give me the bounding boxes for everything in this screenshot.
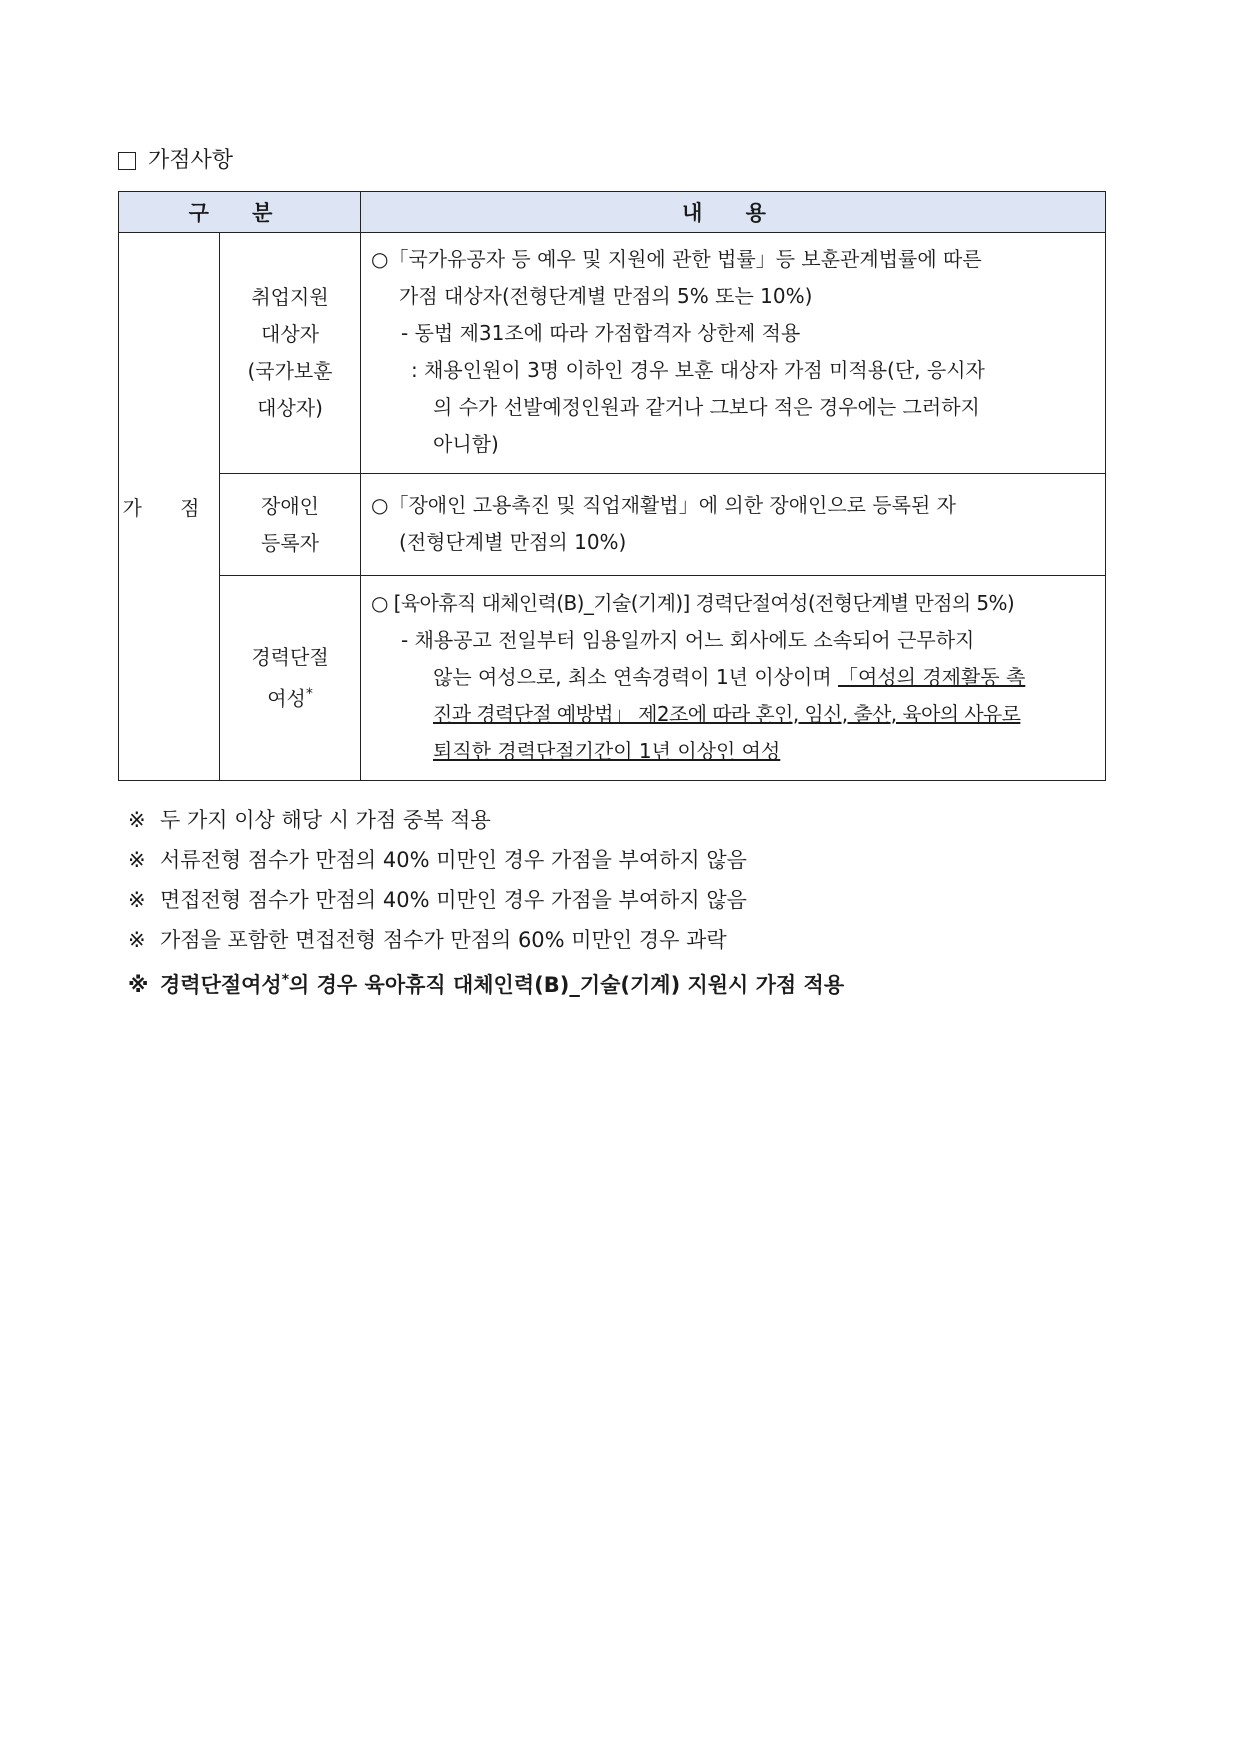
note-item bbox=[128, 800, 844, 840]
note-text: 두 가지 이상 해당 시 가점 중복 적용 bbox=[160, 808, 491, 832]
table-row bbox=[119, 576, 1106, 781]
row-content bbox=[361, 576, 1106, 781]
notes bbox=[128, 800, 844, 1005]
group-label: 가 점 bbox=[119, 233, 220, 781]
reference-mark: ※ bbox=[128, 973, 149, 997]
asterisk-mark: * bbox=[305, 685, 313, 702]
checkbox-icon bbox=[118, 152, 136, 170]
row-content bbox=[361, 474, 1106, 576]
table-header-row bbox=[119, 192, 1106, 233]
bonus-points-table bbox=[118, 191, 1106, 781]
note-text: 서류전형 점수가 만점의 40% 미만인 경우 가점을 부여하지 않음 bbox=[160, 848, 747, 872]
row-label-line: (국가보훈 bbox=[247, 359, 333, 383]
content-line: : 채용인원이 3명 이하인 경우 보훈 대상자 가점 미적용(단, 응시자 bbox=[411, 358, 985, 382]
content-line bbox=[371, 659, 1095, 696]
content-line: ○「장애인 고용촉진 및 직업재활법」에 의한 장애인으로 등록된 자 bbox=[371, 492, 956, 517]
content-line: ○ [육아휴직 대체인력(B)_기술(기계)] 경력단절여성(전형단계별 만점의 5%) bbox=[371, 590, 1015, 615]
underlined-line: 진과 경력단절 예방법」 제2조에 따라 혼인, 임신, 출산, 육아의 사유로 bbox=[433, 701, 1021, 726]
asterisk-mark: * bbox=[281, 972, 290, 988]
row-label-text: 여성 bbox=[267, 686, 306, 711]
row-label-line: 취업지원 bbox=[251, 285, 329, 309]
section-title-text: 가점사항 bbox=[148, 148, 234, 173]
row-label-line bbox=[220, 676, 360, 718]
reference-mark: ※ bbox=[128, 928, 146, 952]
row-label bbox=[220, 474, 361, 576]
content-line: (전형단계별 만점의 10%) bbox=[399, 529, 627, 554]
content-line: 의 수가 선발예정인원과 같거나 그보다 적은 경우에는 그러하지 bbox=[433, 395, 980, 419]
row-label-line: 장애인 bbox=[261, 493, 319, 518]
row-label-line: 대상자) bbox=[257, 396, 323, 420]
content-text: 않는 여성으로, 최소 연속경력이 1년 이상이며 bbox=[433, 664, 839, 689]
underlined-text: 「여성의 경제활동 촉 bbox=[838, 664, 1026, 689]
row-label-line: 등록자 bbox=[261, 530, 319, 555]
content-line: 가점 대상자(전형단계별 만점의 5% 또는 10%) bbox=[399, 284, 813, 308]
table-row bbox=[119, 474, 1106, 576]
section-title bbox=[118, 145, 233, 177]
note-item-bold bbox=[128, 960, 844, 1005]
reference-mark: ※ bbox=[128, 808, 146, 832]
underlined-line: 퇴직한 경력단절기간이 1년 이상인 여성 bbox=[433, 738, 781, 763]
content-line: - 채용공고 전일부터 임용일까지 어느 회사에도 소속되어 근무하지 bbox=[401, 627, 975, 652]
reference-mark: ※ bbox=[128, 848, 146, 872]
content-line: ○「국가유공자 등 예우 및 지원에 관한 법률」등 보훈관계법률에 따른 bbox=[371, 247, 982, 271]
note-text: 면접전형 점수가 만점의 40% 미만인 경우 가점을 부여하지 않음 bbox=[160, 888, 747, 912]
row-label-line: 대상자 bbox=[261, 322, 319, 346]
note-text: 의 경우 육아휴직 대체인력(B)_기술(기계) 지원시 가점 적용 bbox=[289, 973, 845, 997]
content-line: 아니함) bbox=[433, 432, 499, 456]
note-text: 가점을 포함한 면접전형 점수가 만점의 60% 미만인 경우 과락 bbox=[160, 928, 727, 952]
header-category: 구 분 bbox=[119, 192, 361, 233]
row-label bbox=[220, 576, 361, 781]
reference-mark: ※ bbox=[128, 888, 146, 912]
row-content bbox=[361, 233, 1106, 474]
row-label-line: 경력단절 bbox=[251, 644, 329, 669]
note-item bbox=[128, 840, 844, 880]
note-text: 경력단절여성 bbox=[160, 973, 282, 997]
header-content: 내 용 bbox=[361, 192, 1106, 233]
table-row bbox=[119, 233, 1106, 474]
content-line: - 동법 제31조에 따라 가점합격자 상한제 적용 bbox=[401, 321, 801, 345]
row-label bbox=[220, 233, 361, 474]
note-item bbox=[128, 920, 844, 960]
note-item bbox=[128, 880, 844, 920]
